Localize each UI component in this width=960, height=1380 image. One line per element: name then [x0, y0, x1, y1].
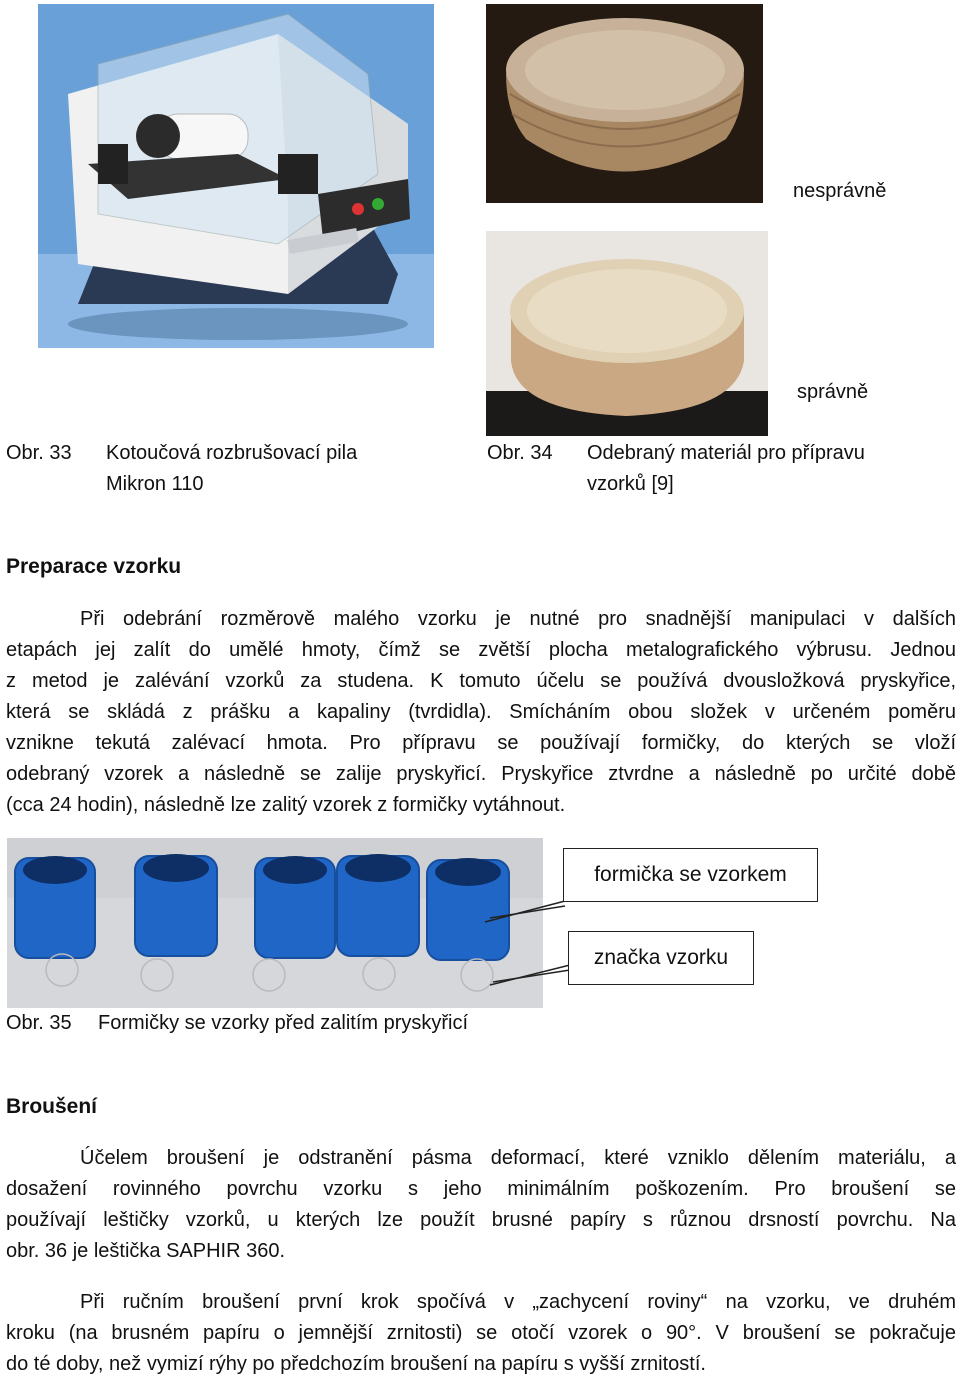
para-line: používají leštičky vzorků, u kterých lze použít brusné papíry s různou drsností povrchu. Na [6, 1209, 956, 1231]
para-line: odebraný vzorek a následně se zalije pryskyřicí. Pryskyřice ztvrdne a následně po určité době [6, 763, 956, 785]
fig33-number: Obr. 33 [6, 442, 72, 464]
para-line: etapách jej zalít do umělé hmoty, čímž se zvětší plocha metalografického výbrusu. Jednou [6, 639, 956, 661]
para-line: Při ručním broušení první krok spočívá v „zachycení roviny“ na vzorku, ve druhém [80, 1291, 956, 1313]
section-heading-preparace: Preparace vzorku [6, 555, 182, 578]
fig33-caption-line2: Mikron 110 [106, 473, 204, 495]
callout-mold: formička se vzorkem [563, 848, 818, 902]
section2-paragraph-2 [6, 1287, 956, 1380]
section2-paragraph-1 [6, 1143, 956, 1267]
para-line: Při odebrání rozměrově malého vzorku je nutné pro snadnější manipulaci v dalších [80, 608, 956, 630]
fig33-caption-line1: Kotoučová rozbrušovací pila [106, 442, 358, 464]
para-line: obr. 36 je leštička SAPHIR 360. [6, 1240, 286, 1262]
section-heading-brouseni: Broušení [6, 1095, 98, 1118]
label-wrong: nesprávně [793, 180, 887, 202]
para-line: do té doby, než vymizí rýhy po předchozím broušení na papíru s vyšší zrnitostí. [6, 1353, 706, 1375]
fig34-caption-line2: vzorků [9] [587, 473, 674, 495]
label-right: správně [797, 381, 869, 403]
callout-mark: značka vzorku [568, 931, 754, 985]
para-line: dosažení rovinného povrchu vzorku s jeho minimálním poškozením. Pro broušení se [6, 1178, 956, 1200]
fig35-number: Obr. 35 [6, 1012, 72, 1034]
fig34-caption-line1: Odebraný materiál pro přípravu [587, 442, 865, 464]
para-line: (cca 24 hodin), následně lze zalitý vzorek z formičky vytáhnout. [6, 794, 566, 816]
fig34-number: Obr. 34 [487, 442, 553, 464]
fig35-caption: Formičky se vzorky před zalitím pryskyřicí [98, 1012, 469, 1034]
para-line: Účelem broušení je odstranění pásma deformací, které vzniklo dělením materiálu, a [80, 1147, 956, 1169]
para-line: kroku (na brusném papíru o jemnější zrnitosti) se otočí vzorek o 90°. V broušení se pokračuje [6, 1322, 956, 1344]
para-line: která se skládá z prášku a kapaliny (tvrdidla). Smícháním obou složek v určeném poměru [6, 701, 956, 723]
para-line: z metod je zalévání vzorků za studena. K tomuto účelu se používá dvousložková pryskyřice, [6, 670, 956, 692]
para-line: vznikne tekutá zalévací hmota. Pro přípravu se používají formičky, do kterých se vloží [6, 732, 956, 754]
